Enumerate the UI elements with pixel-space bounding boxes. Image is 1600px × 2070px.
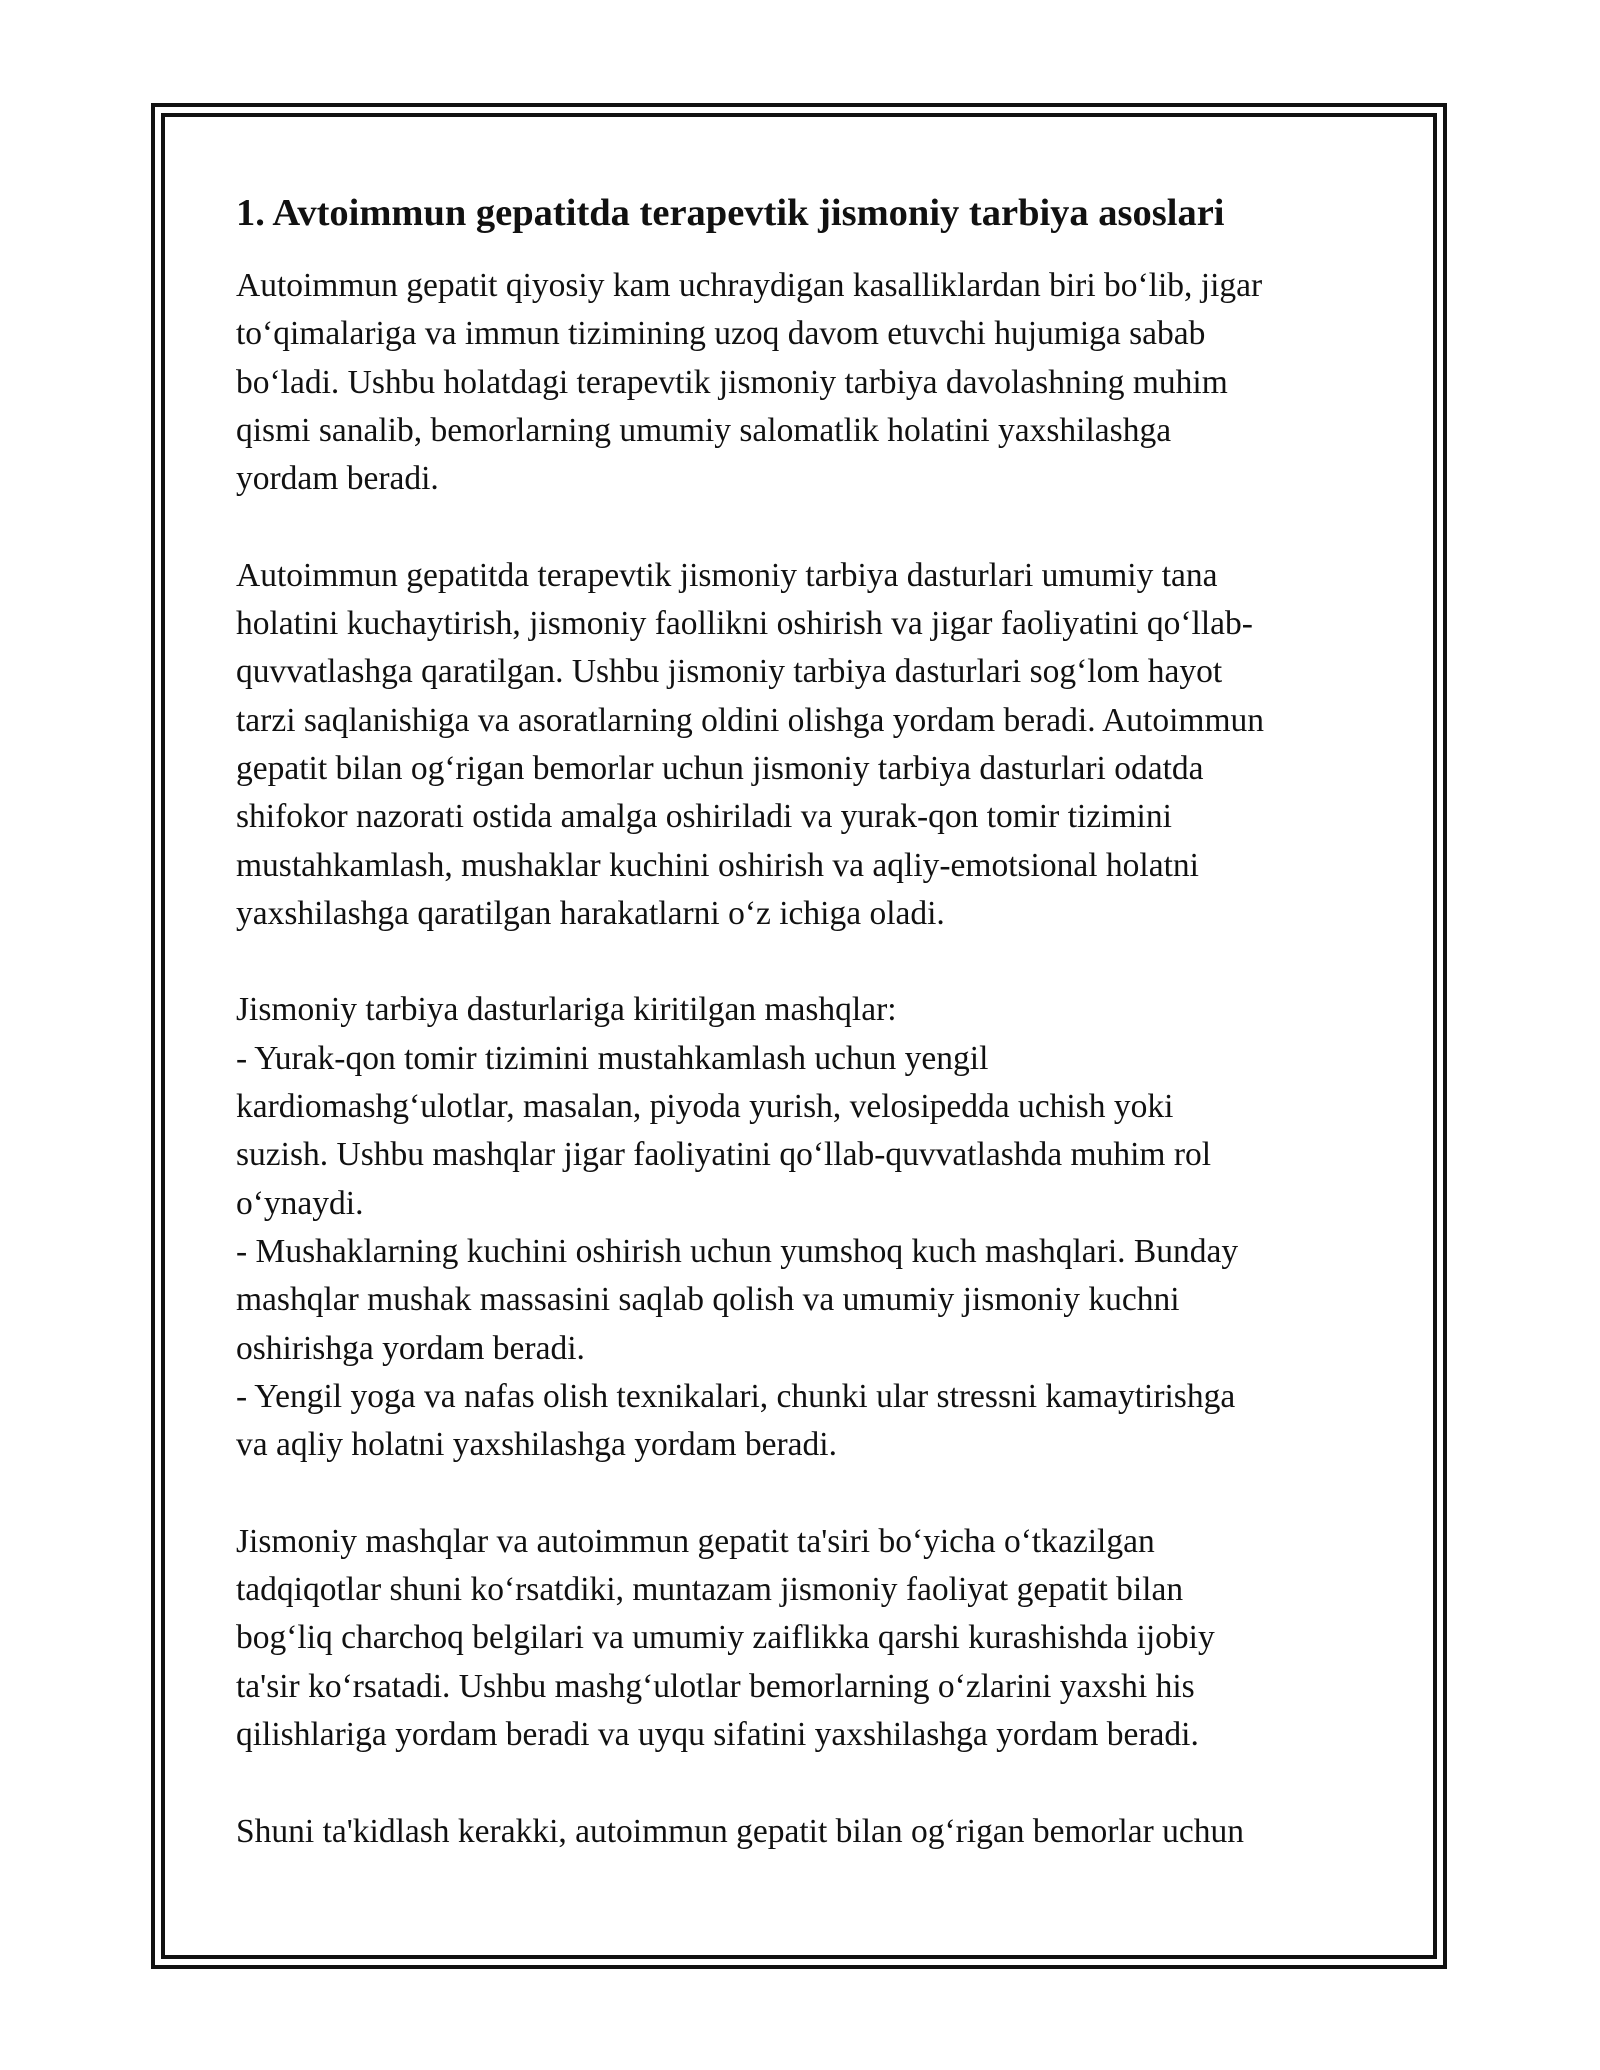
text-line: mustahkamlash, mushaklar kuchini oshirish va aqliy-emotsional holatni — [236, 846, 1199, 884]
text-line: shifokor nazorati ostida amalga oshiriladi va yurak-qon tomir tizimini — [236, 798, 1172, 836]
text-line: holatini kuchaytirish, jismoniy faollikni oshirish va jigar faoliyatini qoʻllab- — [236, 605, 1253, 643]
list-item-line: oʻynaydi. — [236, 1184, 364, 1222]
list-item-line: suzish. Ushbu mashqlar jigar faoliyatini qoʻllab-quvvatlashda muhim rol — [236, 1136, 1212, 1174]
text-line: toʻqimalariga va immun tizimining uzoq davom etuvchi hujumiga sabab — [236, 315, 1206, 353]
text-line: gepatit bilan ogʻrigan bemorlar uchun jismoniy tarbiya dasturlari odatda — [236, 749, 1204, 787]
paragraph-spacer — [236, 1469, 1376, 1517]
text-line: tarzi saqlanishiga va asoratlarning oldini olishga yordam beradi. Autoimmun — [236, 701, 1265, 739]
text-line: boʻladi. Ushbu holatdagi terapevtik jismoniy tarbiya davolashning muhim — [236, 363, 1228, 401]
list-item-line: mashqlar mushak massasini saqlab qolish va umumiy jismoniy kuchni — [236, 1281, 1180, 1319]
text-line: Autoimmun gepatitda terapevtik jismoniy tarbiya dasturlari umumiy tana — [236, 556, 1218, 594]
document-body — [236, 188, 1376, 1856]
text-line: Jismoniy mashqlar va autoimmun gepatit ta'siri boʻyicha oʻtkazilgan — [236, 1522, 1155, 1560]
paragraph-spacer — [236, 1759, 1376, 1807]
paragraph-spacer — [236, 938, 1376, 986]
text-line: qismi sanalib, bemorlarning umumiy salomatlik holatini yaxshilashga — [236, 411, 1172, 449]
text-line: ta'sir koʻrsatadi. Ushbu mashgʻulotlar bemorlarning oʻzlarini yaxshi his — [236, 1667, 1195, 1705]
text-line: quvvatlashga qaratilgan. Ushbu jismoniy tarbiya dasturlari sogʻlom hayot — [236, 653, 1223, 691]
list-item-line: - Yurak-qon tomir tizimini mustahkamlash uchun yengil — [236, 1039, 989, 1077]
text-line: yordam beradi. — [236, 460, 439, 498]
text-line: Autoimmun gepatit qiyosiy kam uchraydigan kasalliklardan biri boʻlib, jigar — [236, 267, 1263, 304]
text-line: Shuni ta'kidlash kerakki, autoimmun gepatit bilan ogʻrigan bemorlar uchun — [236, 1812, 1245, 1850]
text-line: qilishlariga yordam beradi va uyqu sifatini yaxshilashga yordam beradi. — [236, 1715, 1199, 1753]
text-line: yaxshilashga qaratilgan harakatlarni oʻz ichiga oladi. — [236, 894, 945, 932]
paragraph-1 — [236, 262, 1376, 503]
text-line: tadqiqotlar shuni koʻrsatdiki, muntazam jismoniy faoliyat gepatit bilan — [236, 1571, 1184, 1609]
section-heading: 1. Avtoimmun gepatitda terapevtik jismoniy tarbiya asoslari — [236, 192, 1225, 234]
list-item-line: - Mushaklarning kuchini oshirish uchun yumshoq kuch mashqlari. Bunday — [236, 1232, 1239, 1270]
text-line: bogʻliq charchoq belgilari va umumiy zaiflikka qarshi kurashishda ijobiy — [236, 1619, 1215, 1657]
list-intro-line: Jismoniy tarbiya dasturlariga kiritilgan mashqlar: — [236, 991, 897, 1029]
list-item-line: kardiomashgʻulotlar, masalan, piyoda yurish, velosipedda uchish yoki — [236, 1088, 1174, 1126]
list-item-line: va aqliy holatni yaxshilashga yordam beradi. — [236, 1426, 837, 1464]
paragraph-2 — [236, 552, 1376, 938]
paragraph-5 — [236, 1808, 1376, 1856]
list-item-line: - Yengil yoga va nafas olish texnikalari, chunki ular stressni kamaytirishga — [236, 1377, 1236, 1415]
list-item-line: oshirishga yordam beradi. — [236, 1329, 585, 1367]
paragraph-spacer — [236, 503, 1376, 551]
paragraph-3-exercise-list — [236, 986, 1376, 1469]
paragraph-4 — [236, 1518, 1376, 1759]
